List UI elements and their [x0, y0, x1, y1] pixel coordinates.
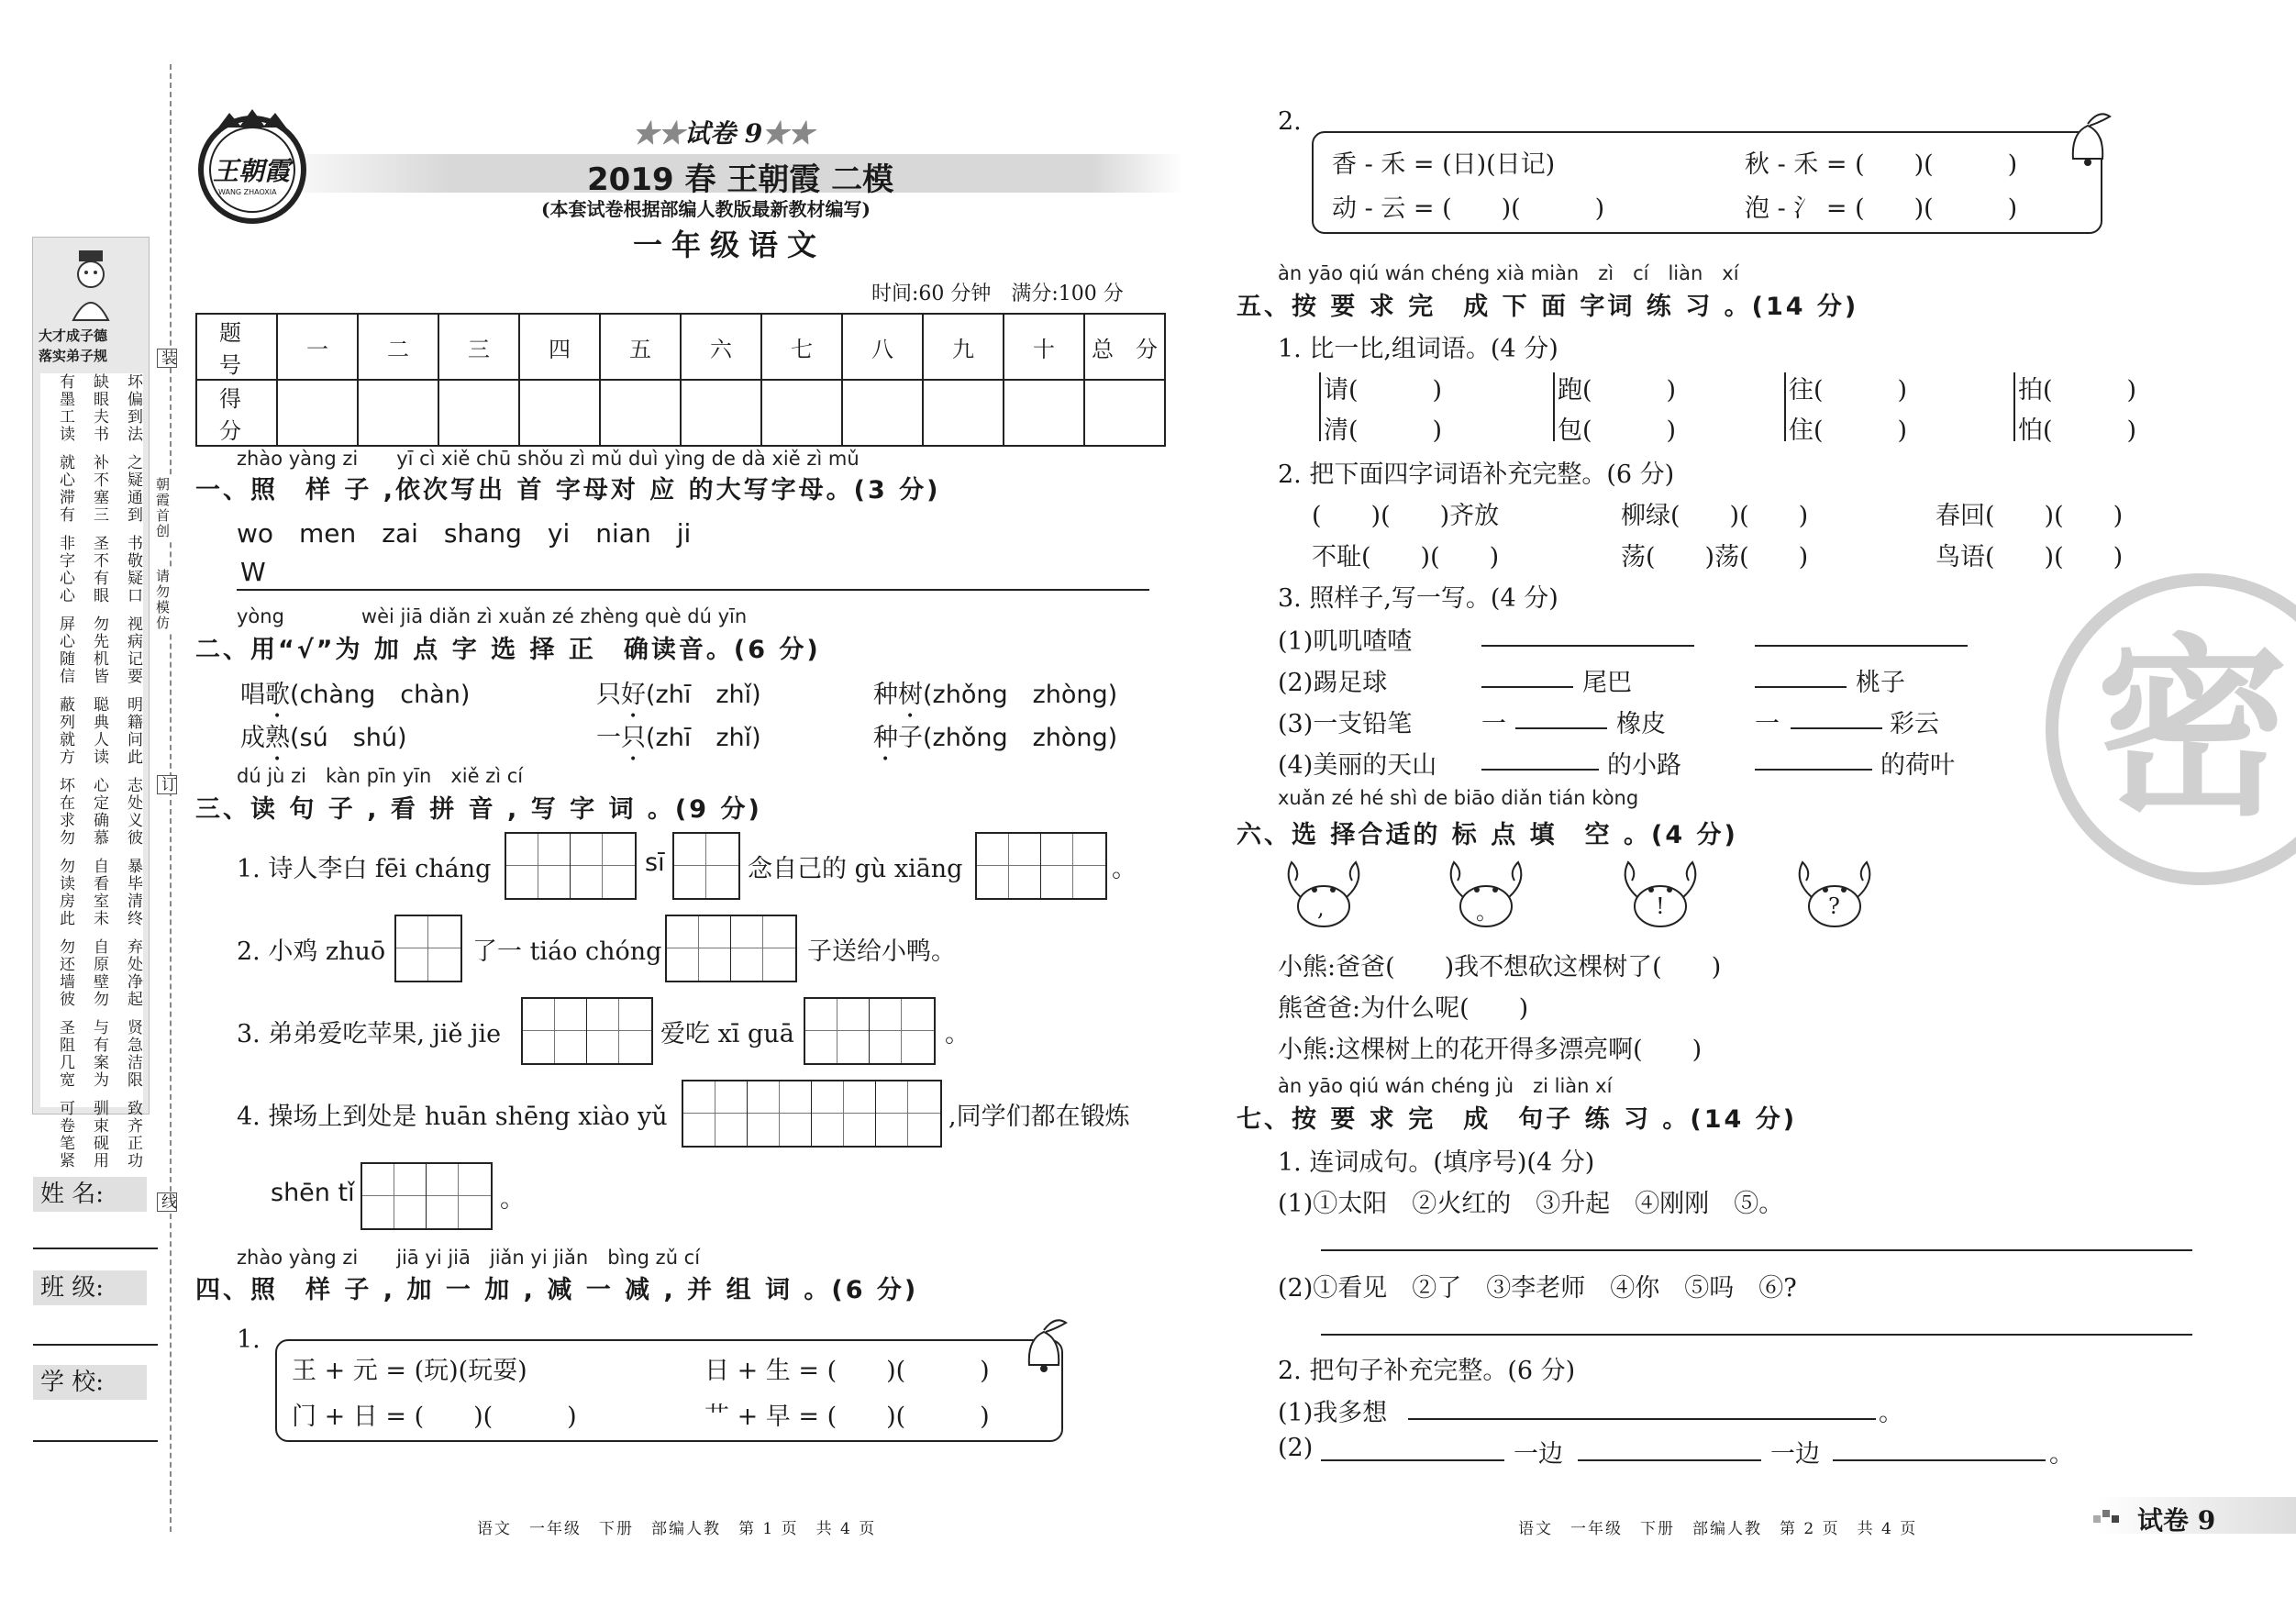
- compare-item[interactable]: 请( ): [1324, 376, 1443, 405]
- answer-line[interactable]: [1481, 769, 1599, 771]
- q4-num-1: 1.: [237, 1325, 261, 1354]
- q7-part1: 1. 连词成句。(填序号)(4 分): [1278, 1148, 1595, 1177]
- cut-mark-1: 装: [158, 349, 176, 367]
- q2-item[interactable]: 一只(zhī zhǐ): [596, 724, 761, 752]
- sidebar-slogan-2: 落实弟子规: [39, 348, 108, 364]
- answer-line[interactable]: [1755, 769, 1872, 771]
- class-field[interactable]: [33, 1344, 158, 1346]
- q3-s2-text2: 了一 tiáo chóng: [472, 937, 662, 966]
- cut-mark-5: 线: [158, 1193, 176, 1211]
- star-icon: ★★: [633, 118, 685, 149]
- verse-col: 有墨工读: [56, 373, 74, 443]
- q7-s2: (2)①看见 ②了 ③李老师 ④你 ⑤吗 ⑥?: [1278, 1274, 1797, 1303]
- q2-pinyin: yòng wèi jiā diǎn zì xuǎn zé zhèng què dú yīn: [237, 605, 748, 627]
- q5-part3: 3. 照样子,写一写。(4 分): [1278, 584, 1558, 613]
- subject-title: 一年级语文: [633, 227, 826, 262]
- write-grid[interactable]: [360, 1162, 493, 1230]
- q4-item[interactable]: 王 + 元 = (玩)(玩耍): [292, 1357, 527, 1385]
- score-col-header: 九: [923, 314, 1004, 380]
- paper-number: 试卷 9: [684, 118, 763, 149]
- score-cell[interactable]: [681, 380, 761, 446]
- secret-stamp-text: 密: [2096, 616, 2290, 842]
- q3-s2-text: 2. 小鸡 zhuō: [237, 937, 386, 966]
- sidebar-slogan-1: 大才成子德: [39, 327, 108, 344]
- punct-mark: ,: [1317, 895, 1325, 921]
- score-row-label: 题 号: [196, 314, 277, 380]
- q5-title: 五、按 要 求 完 成 下 面 字词 练 习 。(14 分): [1237, 293, 1859, 321]
- q3-s4-text2: ,同学们都在锻炼: [948, 1103, 1130, 1131]
- q4-num-2: 2.: [1278, 107, 1302, 136]
- q7-pinyin: àn yāo qiú wán chéng jù zi liàn xí: [1278, 1075, 1613, 1097]
- score-col-header: 八: [842, 314, 923, 380]
- verse-col: 心定确慕: [90, 777, 108, 847]
- class-label: 班 级:: [33, 1270, 147, 1305]
- q4-item[interactable]: 泡 - 氵 = ( )( ): [1745, 194, 2018, 223]
- q3-title: 三、读 句 子 , 看 拼 音 , 写 字 词 。(9 分): [195, 795, 762, 824]
- verse-col: 聪典人读: [90, 696, 108, 766]
- q7-title: 七、按 要 求 完 成 句子 练 习 。(14 分): [1237, 1105, 1798, 1134]
- answer-line[interactable]: [1755, 645, 1968, 647]
- footer-left: 语文 一年级 下册 部编人教 第 1 页 共 4 页: [477, 1520, 877, 1538]
- q4-item[interactable]: 门 + 日 = ( )( ): [292, 1403, 577, 1431]
- q7-t2-mid2: 一边: [1770, 1440, 1820, 1469]
- verse-col: 弃处净起: [124, 938, 142, 1008]
- answer-line[interactable]: [1321, 1334, 2192, 1336]
- punct-mark: ?: [1828, 893, 1840, 919]
- compare-item[interactable]: 包( ): [1558, 416, 1677, 445]
- q2-item[interactable]: 唱歌(chàng chàn): [240, 681, 471, 709]
- idiom-item[interactable]: ( )( )齐放: [1312, 502, 1500, 530]
- compare-bracket: [1553, 372, 1555, 441]
- score-col-header: 二: [358, 314, 438, 380]
- verse-col: 勿读房此: [56, 858, 74, 927]
- q6-line[interactable]: 熊爸爸:为什么呢( ): [1278, 994, 1529, 1023]
- answer-line[interactable]: [1321, 1459, 1504, 1461]
- squares-icon: [2093, 1506, 2130, 1525]
- verse-col: 书敬疑口: [124, 535, 142, 604]
- verse-col: 驯束砚用: [90, 1100, 108, 1170]
- compare-item[interactable]: 往( ): [1789, 376, 1908, 405]
- q3-s1-end: 。: [1112, 855, 1137, 883]
- answer-line[interactable]: [1833, 1459, 2046, 1461]
- score-cell[interactable]: [277, 380, 358, 446]
- score-col-header: 六: [681, 314, 761, 380]
- crab-icon: [1784, 853, 1885, 936]
- idiom-item[interactable]: 不耻( )( ): [1312, 543, 1500, 571]
- score-col-header: 七: [761, 314, 842, 380]
- q3-s1-text2: 念自己的 gù xiāng: [748, 855, 963, 883]
- verse-col: 自原壁勿: [90, 938, 108, 1008]
- answer-line[interactable]: [1481, 645, 1694, 647]
- q6-line[interactable]: 小熊:爸爸( )我不想砍这棵树了( ): [1278, 953, 1722, 981]
- verse-col: 之疑通到: [124, 454, 142, 524]
- q3-pinyin: dú jù zi kàn pīn yīn xiě zì cí: [237, 765, 524, 787]
- verse-col: 就心滞有: [56, 454, 74, 524]
- answer-line[interactable]: [1321, 1249, 2192, 1251]
- punct-mark: !: [1656, 893, 1665, 919]
- verse-col: 屏心随信: [56, 616, 74, 685]
- exam-title: 2019 春 王朝霞 二模: [587, 161, 894, 198]
- score-cell[interactable]: [842, 380, 923, 446]
- q6-title: 六、选 择合适的 标 点 填 空 。(4 分): [1237, 821, 1738, 849]
- q5-r4c: 的荷叶: [1880, 751, 1955, 780]
- cut-mark-4: 订: [158, 776, 176, 793]
- q7-s1: (1)①太阳 ②火红的 ③升起 ④刚刚 ⑤。: [1278, 1190, 1784, 1218]
- compare-item[interactable]: 住( ): [1789, 416, 1908, 445]
- write-grid[interactable]: [672, 832, 740, 900]
- score-table: [195, 313, 1166, 447]
- q1-title: 一、照 样 子 ,依次写出 首 字母对 应 的大写字母。(3 分): [195, 476, 941, 505]
- q6-pinyin: xuǎn zé hé shì de biāo diǎn tián kòng: [1278, 787, 1639, 809]
- idiom-item[interactable]: 荡( )荡( ): [1621, 543, 1809, 571]
- logo-subtext: WANG ZHAOXIA: [218, 188, 277, 196]
- verse-col: 坏在求勿: [56, 777, 74, 847]
- q3-s3-end: 。: [945, 1020, 970, 1048]
- score-cell[interactable]: [438, 380, 519, 446]
- verse-col: 自看室未: [90, 858, 108, 927]
- q2-item[interactable]: 成熟(sú shú): [240, 724, 407, 752]
- q2-title: 二、用“√”为 加 点 字 选 择 正 确读音。(6 分): [195, 636, 821, 664]
- idiom-item[interactable]: 柳绿( )( ): [1621, 502, 1809, 530]
- q3-s4-end: 。: [500, 1185, 525, 1214]
- q5-pinyin: àn yāo qiú wán chéng xià miàn zì cí liàn xí: [1278, 262, 1739, 284]
- score-cell[interactable]: [358, 380, 438, 446]
- cut-mark-2: 朝霞首创: [154, 477, 171, 539]
- q5-r4b: 的小路: [1607, 751, 1681, 780]
- bell-icon: [1009, 1312, 1082, 1376]
- q7-t2: (2): [1278, 1434, 1314, 1462]
- q3-s1-pinyin: sī: [645, 848, 665, 877]
- score-col-header: 五: [600, 314, 681, 380]
- compare-bracket: [1784, 372, 1786, 441]
- score-col-header: 四: [519, 314, 600, 380]
- write-grid[interactable]: [804, 997, 936, 1065]
- q5-r3b: 橡皮: [1616, 710, 1666, 738]
- verse-col: 暴毕清终: [124, 858, 142, 927]
- q3-s1-text: 1. 诗人李白 fēi cháng: [237, 855, 492, 883]
- q3-s4-pinyin: shēn tǐ: [271, 1179, 355, 1207]
- q5-part1: 1. 比一比,组词语。(4 分): [1278, 335, 1558, 363]
- q7-t2-end: 。: [2049, 1440, 2074, 1469]
- q2-item[interactable]: 只好(zhī zhǐ): [596, 681, 761, 709]
- verse-col: 非字心心: [56, 535, 74, 604]
- footer-badge: 试卷 9: [2137, 1505, 2216, 1536]
- q5-r4: (4)美丽的天山: [1278, 751, 1437, 780]
- q7-t1: (1)我多想: [1278, 1399, 1388, 1427]
- verse-col: 明籍问此: [124, 696, 142, 766]
- answer-line[interactable]: [1755, 686, 1847, 688]
- q5-r3a: 一: [1481, 710, 1506, 738]
- verse-col: 致齐正功: [124, 1100, 142, 1170]
- q6-line[interactable]: 小熊:这棵树上的花开得多漂亮啊( ): [1278, 1036, 1703, 1064]
- answer-line[interactable]: [1408, 1418, 1876, 1420]
- write-grid[interactable]: [665, 915, 797, 982]
- star-icon: ★★: [762, 118, 815, 149]
- q5-part2: 2. 把下面四字词语补充完整。(6 分): [1278, 460, 1675, 489]
- score-cell[interactable]: [761, 380, 842, 446]
- score-col-header: 三: [438, 314, 519, 380]
- q4-item[interactable]: 日 + 生 = ( )( ): [704, 1357, 990, 1385]
- q7-part2: 2. 把句子补充完整。(6 分): [1278, 1357, 1576, 1385]
- q1-answer-line[interactable]: [237, 589, 1149, 591]
- verse-col: 贤急洁限: [124, 1019, 142, 1089]
- exam-subtitle: (本套试卷根据部编人教版最新教材编写): [541, 198, 871, 220]
- verse-col: 与有案为: [90, 1019, 108, 1089]
- margin-dashed-line: [170, 64, 172, 1532]
- compare-item[interactable]: 清( ): [1324, 416, 1443, 445]
- verse-col: 缺眼夫书: [90, 373, 108, 443]
- punct-mark: 。: [1476, 899, 1498, 925]
- compare-item[interactable]: 怕( ): [2018, 416, 2137, 445]
- q1-words: wo men zai shang yi nian ji: [237, 518, 692, 549]
- score-cell[interactable]: [1084, 380, 1165, 446]
- q3-s2-text3: 子送给小鸭。: [807, 937, 956, 966]
- q5-r2b: 尾巴: [1582, 669, 1632, 697]
- verse-col: 坏偏到法: [124, 373, 142, 443]
- answer-line[interactable]: [1481, 686, 1573, 688]
- scholar-avatar-icon: [68, 249, 114, 322]
- q7-t1-end: 。: [1879, 1399, 1903, 1427]
- score-col-header: 十: [1004, 314, 1084, 380]
- q1-pinyin: zhào yàng zi yī cì xiě chū shǒu zì mǔ duì yìng de dà xiě zì mǔ: [237, 448, 860, 470]
- score-col-header: 总 分: [1084, 314, 1165, 380]
- compare-item[interactable]: 拍( ): [2018, 376, 2137, 405]
- q4-item[interactable]: 艹 + 早 = ( )( ): [704, 1403, 990, 1431]
- compare-bracket: [2013, 372, 2015, 441]
- q4-item[interactable]: 秋 - 禾 = ( )( ): [1745, 150, 2018, 179]
- write-grid[interactable]: [394, 915, 462, 982]
- paper-badge: [633, 114, 814, 150]
- q5-r3: (3)一支铅笔: [1278, 710, 1413, 738]
- write-grid[interactable]: [521, 997, 653, 1065]
- verse-col: 圣不有眼: [90, 535, 108, 604]
- sidebar-verses: [40, 373, 143, 1170]
- write-grid[interactable]: [682, 1080, 942, 1148]
- footer-right: 语文 一年级 下册 部编人教 第 2 页 共 4 页: [1518, 1520, 1918, 1538]
- q3-s4-text: 4. 操场上到处是 huān shēng xiào yǔ: [237, 1103, 668, 1131]
- answer-line[interactable]: [1578, 1459, 1761, 1461]
- score-cell[interactable]: [1004, 380, 1084, 446]
- compare-bracket: [1319, 372, 1321, 441]
- write-grid[interactable]: [505, 832, 637, 900]
- verse-col: 可卷笔紧: [56, 1100, 74, 1170]
- q4-item[interactable]: 香 - 禾 = (日)(日记): [1332, 150, 1556, 179]
- verse-col: 圣阻几宽: [56, 1019, 74, 1089]
- score-cell[interactable]: [600, 380, 681, 446]
- verse-col: 勿还墙彼: [56, 938, 74, 1008]
- crab-icon: [1436, 853, 1536, 936]
- q5-r2: (2)踢足球: [1278, 669, 1388, 697]
- score-cell[interactable]: [923, 380, 1004, 446]
- school-field[interactable]: [33, 1440, 158, 1442]
- idiom-item[interactable]: 鸟语( )( ): [1936, 543, 2124, 571]
- name-label: 姓 名:: [33, 1177, 147, 1212]
- bell-icon: [2053, 105, 2126, 170]
- verse-col: 勿先机皆: [90, 616, 108, 685]
- q4-title: 四、照 样 子 , 加 一 加 , 减 一 减 , 并 组 词 。(6 分): [195, 1276, 919, 1304]
- q4-pinyin: zhào yàng zi jiā yi jiā jiǎn yi jiǎn bìng zǔ cí: [237, 1247, 701, 1269]
- q5-r3d: 彩云: [1890, 710, 1939, 738]
- q5-r2c: 桃子: [1856, 669, 1905, 697]
- verse-col: 视病记要: [124, 616, 142, 685]
- idiom-item[interactable]: 春回( )( ): [1936, 502, 2124, 530]
- write-grid[interactable]: [975, 832, 1107, 900]
- logo-text: 王朝霞: [213, 156, 291, 186]
- q7-t2-mid: 一边: [1514, 1440, 1563, 1469]
- q3-s3-text2: 爱吃 xī guā: [660, 1020, 794, 1048]
- name-field[interactable]: [33, 1248, 158, 1249]
- score-cell[interactable]: [519, 380, 600, 446]
- verse-col: 蔽列就方: [56, 696, 74, 766]
- answer-line[interactable]: [1515, 727, 1607, 729]
- crab-icon: [1273, 853, 1374, 936]
- q5-r1: (1)叽叽喳喳: [1278, 627, 1413, 656]
- compare-item[interactable]: 跑( ): [1558, 376, 1677, 405]
- brand-logo: [193, 105, 312, 225]
- score-col-header: 一: [277, 314, 358, 380]
- school-label: 学 校:: [33, 1365, 147, 1400]
- q4-item[interactable]: 动 - 云 = ( )( ): [1332, 194, 1605, 223]
- cut-mark-3: 请勿模仿: [154, 569, 171, 631]
- verse-col: 补不塞三: [90, 454, 108, 524]
- q5-r3c: 一: [1755, 710, 1780, 738]
- q2-item[interactable]: 种子(zhǒng zhòng): [873, 724, 1118, 752]
- q2-item[interactable]: 种树(zhǒng zhòng): [873, 681, 1118, 709]
- q3-s3-text: 3. 弟弟爱吃苹果, jiě jie: [237, 1020, 502, 1048]
- q1-example: W: [240, 557, 266, 587]
- sidebar-panel: [32, 237, 150, 1170]
- score-row-label: 得 分: [196, 380, 277, 446]
- time-info: 时间:60 分钟 满分:100 分: [871, 283, 1124, 305]
- verse-col: 志处义彼: [124, 777, 142, 847]
- answer-line[interactable]: [1791, 727, 1882, 729]
- crab-icon: [1610, 853, 1711, 936]
